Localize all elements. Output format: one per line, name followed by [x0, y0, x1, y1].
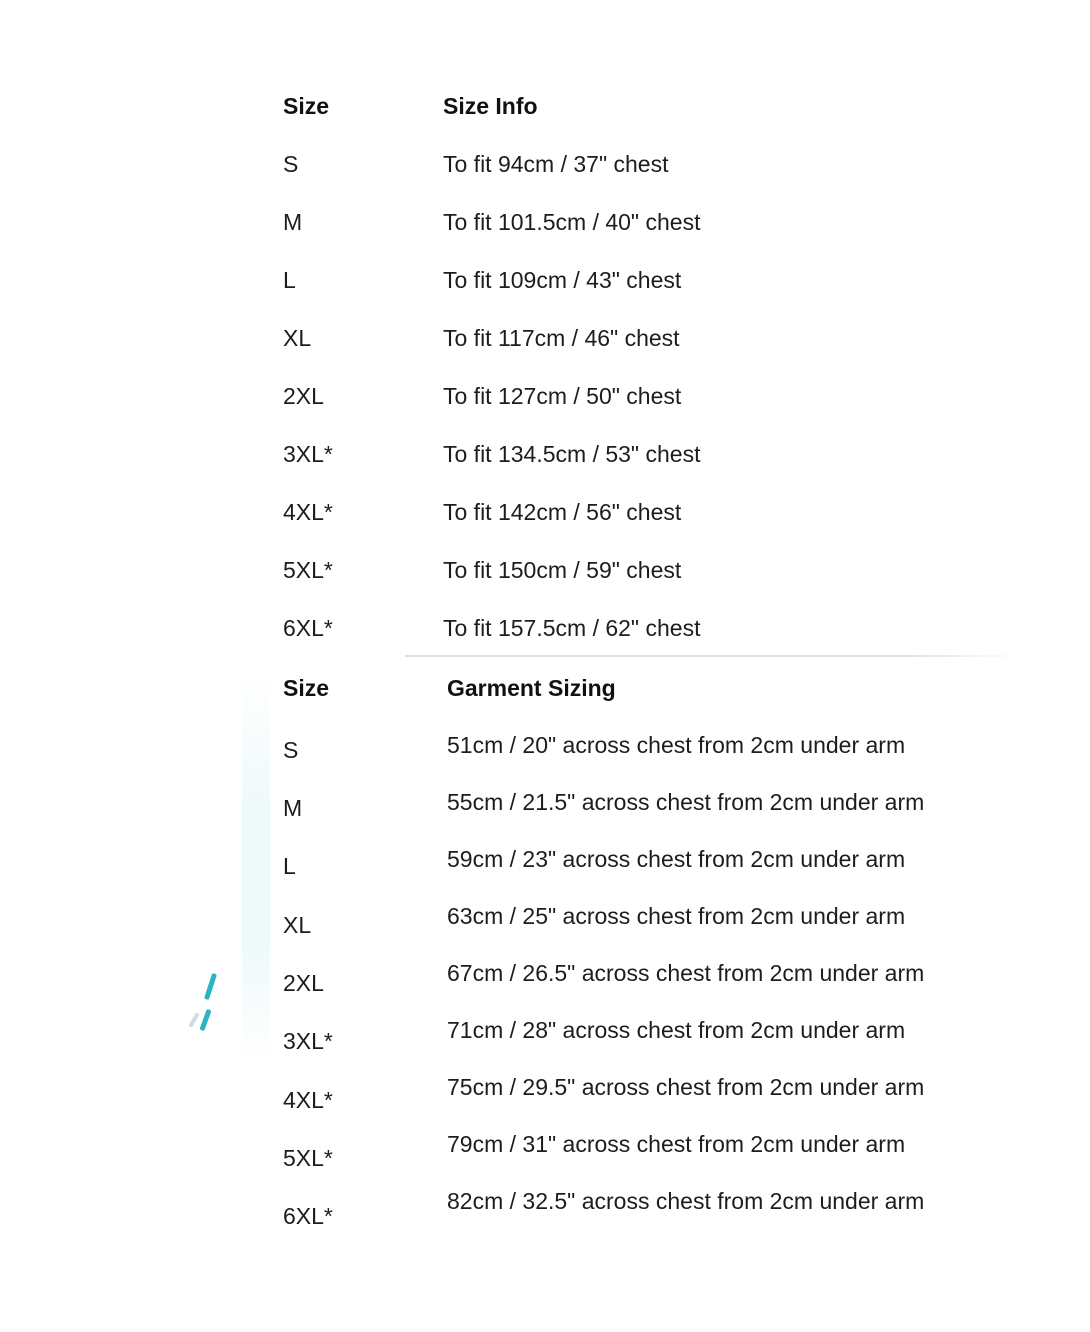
- garment-sizing-value: 79cm / 31" across chest from 2cm under arm: [447, 1130, 906, 1157]
- size-label: 3XL*: [283, 441, 333, 468]
- table-row: [283, 1116, 924, 1173]
- size-info-value: To fit 94cm / 37" chest: [443, 151, 669, 178]
- size-label: 5XL*: [283, 1144, 333, 1171]
- size-label: 4XL*: [283, 499, 333, 526]
- garment-sizing-value: 75cm / 29.5" across chest from 2cm under arm: [447, 1073, 925, 1100]
- size-info-table: [283, 78, 700, 658]
- garment-sizing-value: 67cm / 26.5" across chest from 2cm under arm: [447, 959, 925, 986]
- size-info-table-header: [283, 78, 700, 136]
- table-row: [283, 368, 700, 426]
- size-info-value: To fit 157.5cm / 62" chest: [443, 615, 701, 642]
- size-label: M: [283, 209, 303, 236]
- table-row: [283, 1002, 924, 1059]
- table-row: [283, 310, 700, 368]
- table-row: [283, 136, 700, 194]
- garment-sizing-value: 63cm / 25" across chest from 2cm under arm: [447, 902, 906, 929]
- size-label: S: [283, 151, 299, 178]
- table-row: [283, 194, 700, 252]
- size-label: L: [283, 852, 296, 879]
- scan-artifact-band: [242, 672, 270, 1062]
- garment-sizing-value: 71cm / 28" across chest from 2cm under arm: [447, 1016, 906, 1043]
- size-label: 4XL*: [283, 1086, 333, 1113]
- scan-artifact-teal-mark: [199, 1009, 211, 1031]
- table-row: [283, 888, 924, 945]
- table-row: [283, 484, 700, 542]
- table-row: [283, 831, 924, 888]
- scan-artifact-teal-mark: [204, 973, 217, 1000]
- size-label: 2XL: [283, 969, 324, 996]
- table-row: [283, 717, 924, 774]
- table-row: [283, 774, 924, 831]
- size-label: 3XL*: [283, 1027, 333, 1054]
- table-row: [283, 252, 700, 310]
- size-info-value: To fit 101.5cm / 40" chest: [443, 209, 701, 236]
- garment-sizing-table: [283, 660, 924, 1230]
- size-label: 6XL*: [283, 615, 333, 642]
- size-info-value: To fit 150cm / 59" chest: [443, 557, 682, 584]
- table-row: [283, 945, 924, 1002]
- scan-artifact-blue-mark: [188, 1012, 199, 1028]
- size-info-value: To fit 134.5cm / 53" chest: [443, 441, 701, 468]
- size-info-value: To fit 109cm / 43" chest: [443, 267, 682, 294]
- size-info-value: To fit 142cm / 56" chest: [443, 499, 682, 526]
- table-row: [283, 1059, 924, 1116]
- size-label: 5XL*: [283, 557, 333, 584]
- garment-sizing-column-header: Garment Sizing: [447, 674, 616, 701]
- size-label: 2XL: [283, 383, 324, 410]
- size-info-column-header: Size Info: [443, 93, 538, 120]
- table-row: [283, 1173, 924, 1230]
- size-label: S: [283, 736, 299, 763]
- size-info-value: To fit 117cm / 46" chest: [443, 325, 680, 352]
- table-row: [283, 426, 700, 484]
- size-label: M: [283, 794, 303, 821]
- table-divider: [405, 655, 1020, 657]
- size-info-value: To fit 127cm / 50" chest: [443, 383, 682, 410]
- size-label: 6XL*: [283, 1202, 333, 1229]
- table-row: [283, 600, 700, 658]
- garment-sizing-value: 59cm / 23" across chest from 2cm under arm: [447, 845, 906, 872]
- garment-sizing-value: 51cm / 20" across chest from 2cm under arm: [447, 731, 906, 758]
- garment-sizing-table-header: [283, 660, 924, 717]
- table-row: [283, 542, 700, 600]
- size-label: XL: [283, 911, 312, 938]
- size-column-header: Size: [283, 93, 330, 120]
- garment-sizing-value: 82cm / 32.5" across chest from 2cm under arm: [447, 1187, 925, 1214]
- garment-sizing-value: 55cm / 21.5" across chest from 2cm under arm: [447, 788, 925, 815]
- size-column-header: Size: [283, 674, 330, 701]
- size-label: L: [283, 267, 296, 294]
- size-label: XL: [283, 325, 312, 352]
